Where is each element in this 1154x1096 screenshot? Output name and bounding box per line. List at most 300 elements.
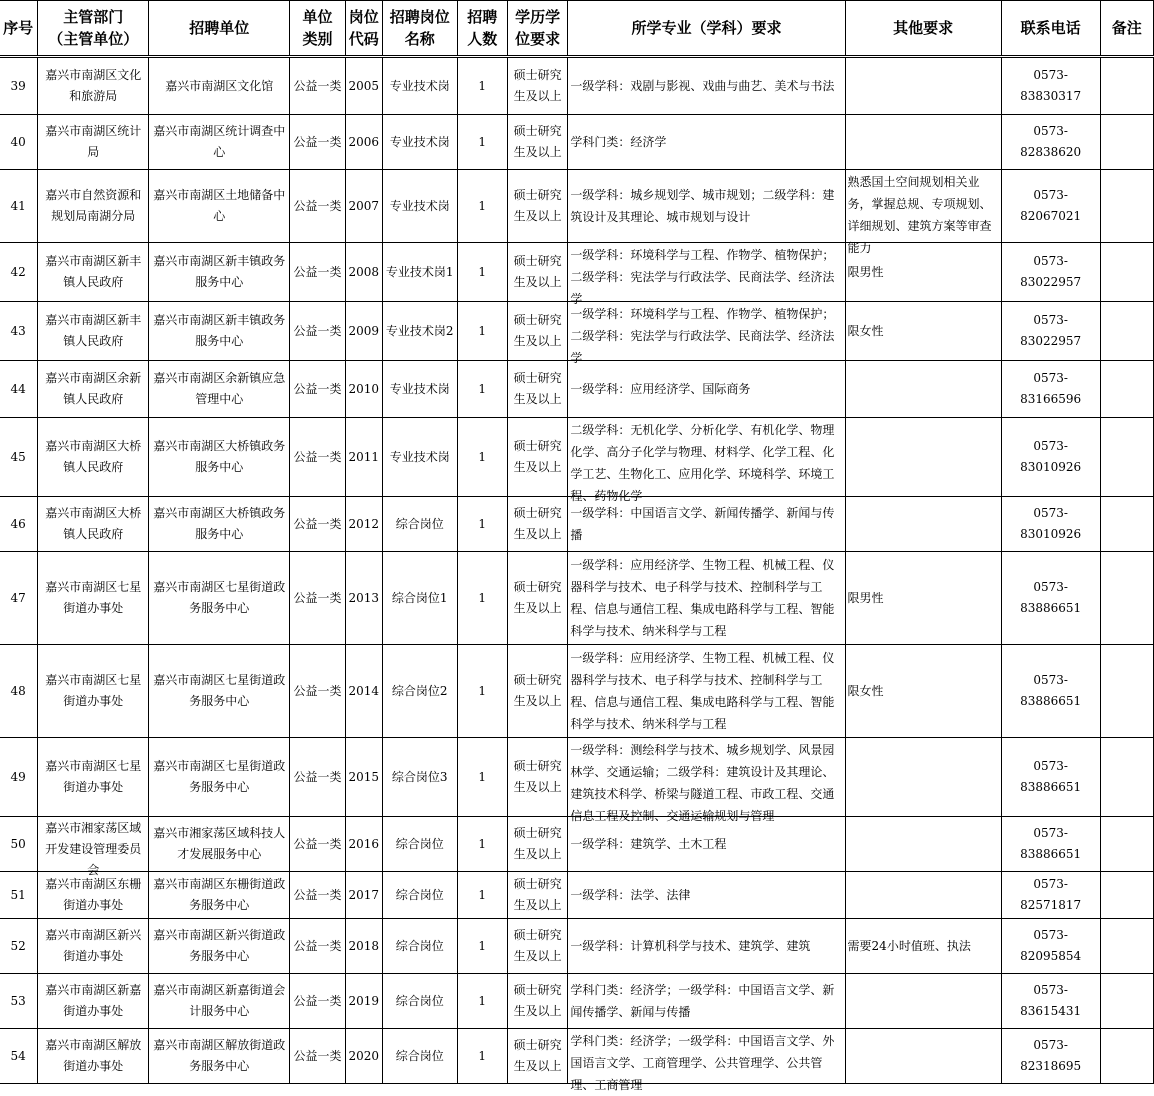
cell-other-text: 熟悉国土空间规划相关业务，掌握总规、专项规划、详细规划、建筑方案等审查能力	[847, 175, 992, 255]
cell-post-text: 综合岗位	[395, 836, 444, 851]
cell-other	[845, 302, 1001, 361]
cell-dept-text: 嘉兴市南湖区七星街道办事处	[45, 759, 142, 794]
cell-phone	[1001, 57, 1100, 115]
cell-num	[457, 1029, 507, 1084]
cell-seq	[0, 243, 38, 302]
header-row	[0, 1, 1154, 57]
cell-degree	[507, 552, 567, 645]
cell-phone-text: 0573-83886651	[1020, 826, 1082, 861]
cell-type-text: 公益一类	[293, 198, 342, 213]
cell-remark	[1100, 974, 1153, 1029]
cell-post	[382, 418, 457, 497]
cell-degree	[507, 1029, 567, 1084]
cell-dept-text: 嘉兴市南湖区新嘉街道办事处	[45, 983, 142, 1018]
cell-phone	[1001, 1029, 1100, 1084]
cell-post	[382, 361, 457, 418]
cell-num-text: 1	[478, 449, 487, 464]
cell-phone	[1001, 170, 1100, 243]
cell-seq	[0, 738, 38, 817]
cell-remark	[1100, 1029, 1153, 1084]
cell-seq	[0, 1029, 38, 1084]
cell-other	[845, 817, 1001, 872]
cell-num-text: 1	[478, 323, 487, 338]
cell-num-text: 1	[478, 198, 487, 213]
table-row	[0, 418, 1154, 497]
cell-dept-text: 嘉兴市南湖区文化和旅游局	[45, 68, 142, 103]
cell-remark	[1100, 115, 1153, 170]
cell-seq	[0, 418, 38, 497]
cell-seq-text: 49	[10, 769, 26, 784]
cell-seq	[0, 872, 38, 919]
cell-code-text: 2005	[348, 78, 380, 93]
cell-major	[568, 738, 845, 823]
cell-dept-text: 嘉兴市南湖区余新镇人民政府	[45, 371, 142, 406]
cell-unit	[149, 115, 290, 170]
cell-code-text: 2011	[348, 449, 380, 464]
cell-degree	[507, 418, 567, 497]
cell-seq	[0, 974, 38, 1029]
cell-num-text: 1	[478, 381, 487, 396]
cell-unit	[149, 57, 290, 115]
cell-seq-text: 42	[10, 264, 26, 279]
cell-phone	[1001, 817, 1100, 872]
cell-seq-text: 44	[10, 381, 26, 396]
cell-unit	[149, 302, 290, 361]
cell-seq-text: 45	[10, 449, 26, 464]
cell-phone	[1001, 974, 1100, 1029]
table-row	[0, 302, 1154, 361]
cell-seq-text: 43	[10, 323, 26, 338]
cell-major-text: 一级学科：环境科学与工程、作物学、植物保护；二级学科：宪法学与行政法学、民商法学、经济法学	[570, 307, 835, 365]
cell-phone-text: 0573-82095854	[1020, 928, 1082, 963]
cell-post-text: 专业技术岗	[389, 381, 450, 396]
cell-post-text: 专业技术岗	[389, 134, 450, 149]
cell-phone-text: 0573-82067021	[1020, 188, 1082, 223]
cell-degree	[507, 738, 567, 817]
cell-seq	[0, 817, 38, 872]
cell-phone-text: 0573-82838620	[1020, 124, 1082, 159]
cell-post	[382, 872, 457, 919]
cell-post-text: 综合岗位1	[391, 590, 448, 605]
cell-dept	[38, 361, 149, 418]
cell-seq-text: 47	[10, 590, 26, 605]
col-remark: 备注	[1100, 1, 1153, 57]
cell-other-text: 需要24小时值班、执法	[847, 939, 971, 953]
cell-remark	[1100, 645, 1153, 738]
cell-dept	[38, 738, 149, 817]
cell-num-text: 1	[478, 769, 487, 784]
cell-major-text: 一级学科：测绘科学与技术、城乡规划学、风景园林学、交通运输；二级学科：建筑设计及其理论、建筑技术科学、桥梁与隧道工程、市政工程、交通信息工程及控制、交通运输规划与管理	[570, 743, 835, 823]
cell-code	[345, 418, 382, 497]
cell-post	[382, 302, 457, 361]
cell-other	[845, 1029, 1001, 1084]
cell-other	[845, 974, 1001, 1029]
cell-dept-text: 嘉兴市南湖区解放街道办事处	[45, 1038, 142, 1073]
cell-type-text: 公益一类	[293, 78, 342, 93]
cell-code-text: 2019	[348, 993, 380, 1008]
cell-degree-text: 硕士研究生及以上	[513, 506, 562, 541]
cell-unit	[149, 170, 290, 243]
cell-dept	[38, 974, 149, 1029]
cell-type-text: 公益一类	[293, 769, 342, 784]
cell-num-text: 1	[478, 78, 487, 93]
cell-dept	[38, 115, 149, 170]
cell-num	[457, 302, 507, 361]
cell-unit	[149, 872, 290, 919]
col-major: 所学专业（学科）要求	[568, 1, 845, 57]
cell-type-text: 公益一类	[293, 381, 342, 396]
cell-type	[290, 361, 345, 418]
cell-other	[845, 872, 1001, 919]
table-row	[0, 738, 1154, 817]
cell-num	[457, 817, 507, 872]
cell-phone-text: 0573-83886651	[1020, 673, 1082, 708]
cell-major	[568, 552, 845, 645]
cell-major-text: 学科门类：经济学；一级学科：中国语言文学、外国语言文学、工商管理学、公共管理学、公共管理、工商管理	[570, 1034, 835, 1092]
cell-major-text: 一级学科：中国语言文学、新闻传播学、新闻与传播	[570, 506, 835, 542]
cell-degree-text: 硕士研究生及以上	[513, 877, 562, 912]
cell-remark	[1100, 872, 1153, 919]
cell-num	[457, 418, 507, 497]
cell-type	[290, 418, 345, 497]
cell-type-text: 公益一类	[293, 590, 342, 605]
cell-phone	[1001, 872, 1100, 919]
cell-type	[290, 243, 345, 302]
cell-seq-text: 40	[10, 134, 26, 149]
cell-phone	[1001, 552, 1100, 645]
cell-phone-text: 0573-82318695	[1020, 1038, 1082, 1073]
table-row	[0, 170, 1154, 243]
cell-seq	[0, 170, 38, 243]
cell-major-text: 一级学科：应用经济学、生物工程、机械工程、仪器科学与技术、电子科学与技术、控制科学与工程、信息与通信工程、集成电路科学与工程、智能科学与技术、纳米科学与工程	[570, 558, 835, 638]
cell-dept-text: 嘉兴市南湖区统计局	[45, 124, 142, 159]
cell-degree	[507, 872, 567, 919]
cell-dept-text: 嘉兴市南湖区七星街道办事处	[45, 580, 142, 615]
cell-major	[568, 170, 845, 243]
cell-post-text: 综合岗位2	[391, 683, 448, 698]
cell-dept	[38, 497, 149, 552]
cell-degree-text: 硕士研究生及以上	[513, 580, 562, 615]
cell-degree-text: 硕士研究生及以上	[513, 313, 562, 348]
cell-num-text: 1	[478, 264, 487, 279]
cell-code	[345, 170, 382, 243]
cell-num	[457, 57, 507, 115]
cell-phone	[1001, 919, 1100, 974]
cell-unit	[149, 497, 290, 552]
cell-degree	[507, 170, 567, 243]
cell-seq	[0, 552, 38, 645]
cell-degree	[507, 497, 567, 552]
cell-major	[568, 243, 845, 306]
cell-unit-text: 嘉兴市南湖区七星街道政务服务中心	[153, 759, 286, 794]
cell-degree-text: 硕士研究生及以上	[513, 759, 562, 794]
cell-phone-text: 0573-82571817	[1020, 877, 1082, 912]
cell-degree-text: 硕士研究生及以上	[513, 1038, 562, 1073]
cell-num	[457, 170, 507, 243]
cell-degree-text: 硕士研究生及以上	[513, 928, 562, 963]
cell-seq	[0, 361, 38, 418]
cell-phone-text: 0573-83166596	[1020, 371, 1082, 406]
cell-seq-text: 50	[10, 836, 26, 851]
cell-post	[382, 552, 457, 645]
col-dept: 主管部门 （主管单位）	[38, 1, 149, 57]
cell-post	[382, 170, 457, 243]
cell-code	[345, 738, 382, 817]
cell-code	[345, 974, 382, 1029]
cell-seq	[0, 919, 38, 974]
cell-dept	[38, 302, 149, 361]
col-other: 其他要求	[845, 1, 1001, 57]
cell-dept-text: 嘉兴市南湖区新丰镇人民政府	[45, 254, 142, 289]
cell-major-text: 一级学科：环境科学与工程、作物学、植物保护；二级学科：宪法学与行政法学、民商法学、经济法学	[570, 248, 835, 306]
cell-post	[382, 738, 457, 817]
cell-phone-text: 0573-83886651	[1020, 580, 1082, 615]
cell-type	[290, 817, 345, 872]
cell-dept	[38, 1029, 149, 1084]
cell-seq	[0, 497, 38, 552]
cell-major-text: 学科门类：经济学；一级学科：中国语言文学、新闻传播学、新闻与传播	[570, 983, 835, 1019]
cell-other	[845, 170, 1001, 255]
cell-post-text: 专业技术岗	[389, 449, 450, 464]
cell-phone	[1001, 497, 1100, 552]
cell-phone	[1001, 243, 1100, 302]
cell-other	[845, 552, 1001, 645]
cell-post	[382, 645, 457, 738]
cell-unit-text: 嘉兴市南湖区七星街道政务服务中心	[153, 673, 286, 708]
cell-code-text: 2007	[348, 198, 380, 213]
cell-post-text: 专业技术岗1	[385, 264, 454, 279]
cell-code-text: 2006	[348, 134, 380, 149]
cell-dept-text: 嘉兴市湘家荡区域开发建设管理委员会	[45, 821, 142, 877]
cell-type	[290, 872, 345, 919]
cell-code-text: 2010	[348, 381, 380, 396]
cell-type-text: 公益一类	[293, 323, 342, 338]
cell-remark	[1100, 497, 1153, 552]
cell-remark	[1100, 552, 1153, 645]
cell-seq-text: 51	[10, 887, 26, 902]
cell-degree-text: 硕士研究生及以上	[513, 439, 562, 474]
cell-dept-text: 嘉兴市南湖区大桥镇人民政府	[45, 506, 142, 541]
cell-code	[345, 302, 382, 361]
cell-num	[457, 497, 507, 552]
cell-code	[345, 919, 382, 974]
cell-type	[290, 645, 345, 738]
cell-unit-text: 嘉兴市南湖区七星街道政务服务中心	[153, 580, 286, 615]
cell-code-text: 2014	[348, 683, 380, 698]
cell-dept	[38, 645, 149, 738]
cell-post	[382, 817, 457, 872]
cell-other	[845, 57, 1001, 115]
cell-post	[382, 243, 457, 302]
cell-type-text: 公益一类	[293, 264, 342, 279]
cell-code	[345, 872, 382, 919]
cell-major-text: 一级学科：应用经济学、生物工程、机械工程、仪器科学与技术、电子科学与技术、控制科学与工程、信息与通信工程、集成电路科学与工程、智能科学与技术、纳米科学与工程	[570, 651, 835, 731]
table-row	[0, 552, 1154, 645]
cell-major	[568, 974, 845, 1029]
cell-major	[568, 57, 845, 115]
cell-remark	[1100, 170, 1153, 243]
cell-other	[845, 645, 1001, 738]
cell-other-text: 限男性	[847, 265, 884, 279]
cell-code-text: 2017	[348, 887, 380, 902]
cell-phone-text: 0573-83010926	[1020, 439, 1082, 474]
table-row	[0, 1029, 1154, 1084]
cell-post-text: 综合岗位	[395, 1048, 444, 1063]
cell-post-text: 综合岗位	[395, 993, 444, 1008]
cell-type	[290, 497, 345, 552]
cell-num-text: 1	[478, 887, 487, 902]
cell-unit-text: 嘉兴市南湖区东栅街道政务服务中心	[153, 877, 286, 912]
cell-dept	[38, 418, 149, 497]
cell-degree	[507, 243, 567, 302]
cell-code-text: 2013	[348, 590, 380, 605]
cell-dept-text: 嘉兴市南湖区东栅街道办事处	[45, 877, 142, 912]
cell-phone-text: 0573-83886651	[1020, 759, 1082, 794]
cell-code-text: 2018	[348, 938, 380, 953]
cell-dept-text: 嘉兴市南湖区新丰镇人民政府	[45, 313, 142, 348]
cell-degree	[507, 115, 567, 170]
cell-dept	[38, 57, 149, 115]
cell-code-text: 2008	[348, 264, 380, 279]
cell-seq-text: 54	[10, 1048, 26, 1063]
cell-num-text: 1	[478, 938, 487, 953]
cell-phone-text: 0573-83830317	[1020, 68, 1082, 103]
cell-degree	[507, 817, 567, 872]
cell-dept	[38, 919, 149, 974]
cell-post	[382, 115, 457, 170]
cell-num	[457, 974, 507, 1029]
cell-post-text: 专业技术岗2	[385, 323, 454, 338]
cell-dept-text: 嘉兴市自然资源和规划局南湖分局	[45, 188, 142, 223]
cell-unit	[149, 552, 290, 645]
cell-degree	[507, 919, 567, 974]
cell-num	[457, 738, 507, 817]
cell-type	[290, 974, 345, 1029]
cell-code-text: 2009	[348, 323, 380, 338]
cell-type-text: 公益一类	[293, 938, 342, 953]
cell-post-text: 专业技术岗	[389, 198, 450, 213]
cell-code	[345, 497, 382, 552]
cell-type-text: 公益一类	[293, 516, 342, 531]
table-body	[0, 57, 1154, 1092]
cell-major	[568, 872, 845, 919]
cell-num	[457, 115, 507, 170]
cell-major-text: 一级学科：建筑学、土木工程	[570, 837, 727, 851]
cell-degree	[507, 645, 567, 738]
col-unit: 招聘单位	[149, 1, 290, 57]
cell-other-text: 限女性	[847, 324, 884, 338]
cell-major-text: 一级学科：计算机科学与技术、建筑学、建筑	[570, 939, 811, 953]
cell-num-text: 1	[478, 590, 487, 605]
cell-num	[457, 243, 507, 302]
cell-type	[290, 170, 345, 243]
cell-major	[568, 645, 845, 738]
cell-degree-text: 硕士研究生及以上	[513, 673, 562, 708]
cell-dept-text: 嘉兴市南湖区大桥镇人民政府	[45, 439, 142, 474]
cell-code	[345, 817, 382, 872]
cell-degree	[507, 302, 567, 361]
cell-unit	[149, 919, 290, 974]
cell-type-text: 公益一类	[293, 683, 342, 698]
cell-unit-text: 嘉兴市湘家荡区域科技人才发展服务中心	[153, 826, 286, 861]
cell-degree	[507, 57, 567, 115]
cell-unit	[149, 817, 290, 872]
cell-num	[457, 361, 507, 418]
cell-code	[345, 645, 382, 738]
cell-unit	[149, 361, 290, 418]
cell-code	[345, 361, 382, 418]
cell-degree-text: 硕士研究生及以上	[513, 826, 562, 861]
cell-post-text: 综合岗位	[395, 887, 444, 902]
cell-remark	[1100, 817, 1153, 872]
cell-major	[568, 919, 845, 974]
cell-phone	[1001, 645, 1100, 738]
cell-major-text: 学科门类：经济学	[570, 135, 667, 149]
cell-num-text: 1	[478, 1048, 487, 1063]
cell-code-text: 2015	[348, 769, 380, 784]
cell-phone-text: 0573-83022957	[1020, 313, 1082, 348]
cell-type	[290, 57, 345, 115]
cell-degree-text: 硕士研究生及以上	[513, 371, 562, 406]
table-row	[0, 645, 1154, 738]
cell-unit-text: 嘉兴市南湖区土地储备中心	[153, 188, 286, 223]
cell-type-text: 公益一类	[293, 836, 342, 851]
cell-seq	[0, 645, 38, 738]
cell-major	[568, 418, 845, 503]
cell-num-text: 1	[478, 516, 487, 531]
table-row	[0, 919, 1154, 974]
cell-major-text: 一级学科：应用经济学、国际商务	[570, 382, 751, 396]
cell-num-text: 1	[478, 134, 487, 149]
cell-num	[457, 645, 507, 738]
cell-unit-text: 嘉兴市南湖区文化馆	[165, 78, 274, 93]
cell-unit-text: 嘉兴市南湖区新兴街道政务服务中心	[153, 928, 286, 963]
cell-remark	[1100, 302, 1153, 361]
cell-remark	[1100, 738, 1153, 817]
cell-code-text: 2020	[348, 1048, 380, 1063]
cell-seq-text: 48	[10, 683, 26, 698]
cell-post-text: 综合岗位	[395, 938, 444, 953]
cell-seq	[0, 57, 38, 115]
cell-num-text: 1	[478, 836, 487, 851]
cell-degree-text: 硕士研究生及以上	[513, 188, 562, 223]
cell-type	[290, 115, 345, 170]
cell-other-text: 限女性	[847, 684, 884, 698]
cell-other	[845, 919, 1001, 974]
cell-code	[345, 552, 382, 645]
cell-degree	[507, 361, 567, 418]
cell-dept-text: 嘉兴市南湖区七星街道办事处	[45, 673, 142, 708]
cell-other	[845, 115, 1001, 170]
table-row	[0, 115, 1154, 170]
cell-other	[845, 738, 1001, 817]
cell-num-text: 1	[478, 683, 487, 698]
cell-type-text: 公益一类	[293, 1048, 342, 1063]
cell-unit	[149, 645, 290, 738]
cell-type-text: 公益一类	[293, 887, 342, 902]
cell-phone	[1001, 361, 1100, 418]
table-row	[0, 872, 1154, 919]
cell-major	[568, 302, 845, 365]
cell-degree-text: 硕士研究生及以上	[513, 254, 562, 289]
cell-code	[345, 243, 382, 302]
cell-other	[845, 361, 1001, 418]
cell-degree-text: 硕士研究生及以上	[513, 124, 562, 159]
cell-post-text: 综合岗位3	[391, 769, 448, 784]
col-type: 单位 类别	[290, 1, 345, 57]
cell-post-text: 综合岗位	[395, 516, 444, 531]
col-phone: 联系电话	[1001, 1, 1100, 57]
